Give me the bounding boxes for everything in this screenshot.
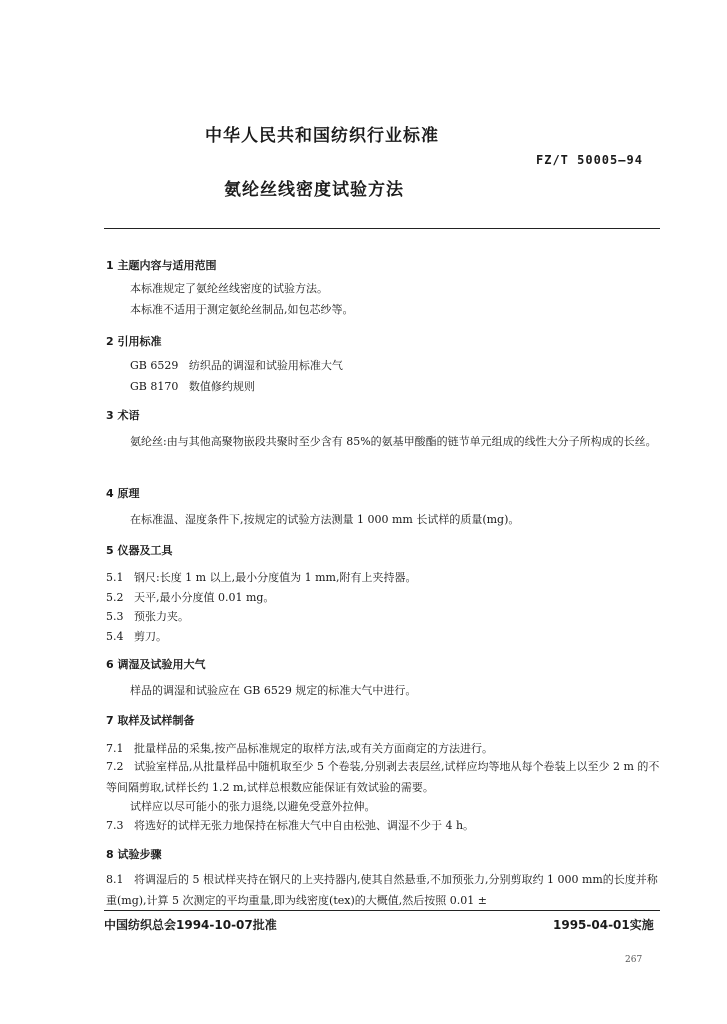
item-8-1: 8.1 将调湿后的 5 根试样夹持在钢尺的上夹持器内,使其自然悬垂,不加预张力,分别剪取约 1 000 mm的长度并称重(mg),计算 5 次测定的平均重量,即为线密度(tex)的大概值,然后按照 0.01 ± (106, 873, 658, 907)
item-7-2: 7.2 试验室样品,从批量样品中随机取至少 5 个卷装,分别剥去表层丝,试样应均等地从每个卷装上以至少 2 m 的不等间隔剪取,试样长约 1.2 m,试样总根数应能保证有效试验的需要。 (106, 760, 660, 794)
page-number: 267 (625, 955, 643, 965)
section-6-heading: 6 调湿及试验用大气 (106, 658, 206, 671)
item-7-3: 7.3 将选好的试样无张力地保持在标准大气中自由松弛、调湿不少于 4 h。 (106, 819, 475, 832)
section-6-para: 样品的调湿和试验应在 GB 6529 规定的标准大气中进行。 (130, 684, 417, 697)
section-1-para-2: 本标准不适用于测定氨纶丝制品,如包芯纱等。 (130, 303, 354, 316)
document-title: 氨纶丝线密度试验方法 (224, 180, 404, 200)
item-7-1: 7.1 批量样品的采集,按产品标准规定的取样方法,或有关方面商定的方法进行。 (106, 742, 493, 755)
item-5-4: 5.4 剪刀。 (106, 630, 167, 643)
item-7-2-note: 试样应以尽可能小的张力退绕,以避免受意外拉伸。 (130, 800, 376, 813)
section-4-para: 在标准温、湿度条件下,按规定的试验方法测量 1 000 mm 长试样的质量(mg)。 (130, 513, 520, 526)
item-5-2: 5.2 天平,最小分度值 0.01 mg。 (106, 591, 275, 604)
item-5-1: 5.1 钢尺:长度 1 m 以上,最小分度值为 1 mm,附有上夹持器。 (106, 571, 417, 584)
section-1-para-1: 本标准规定了氨纶丝线密度的试验方法。 (130, 282, 328, 295)
reference-gb8170: GB 8170 数值修约规则 (130, 380, 255, 393)
section-3-heading: 3 术语 (106, 409, 140, 422)
section-1-heading: 1 主题内容与适用范围 (106, 259, 217, 272)
footer-rule (104, 910, 660, 911)
section-3-para: 氨纶丝:由与其他高聚物嵌段共聚时至少含有 85%的氨基甲酸酯的链节单元组成的线性大分子所构成的长丝。 (130, 435, 657, 448)
section-5-heading: 5 仪器及工具 (106, 544, 173, 557)
reference-gb6529: GB 6529 纺织品的调湿和试验用标准大气 (130, 359, 343, 372)
implementation-date: 1995-04-01实施 (553, 918, 654, 932)
header-rule (104, 228, 660, 229)
section-7-heading: 7 取样及试样制备 (106, 714, 195, 727)
approval-date: 中国纺织总会1994-10-07批准 (104, 918, 277, 932)
standard-title: 中华人民共和国纺织行业标准 (205, 126, 439, 146)
standard-code: FZ/T 50005—94 (536, 153, 643, 167)
section-4-heading: 4 原理 (106, 487, 140, 500)
section-8-heading: 8 试验步骤 (106, 848, 162, 861)
item-5-3: 5.3 预张力夹。 (106, 610, 189, 623)
section-2-heading: 2 引用标准 (106, 335, 162, 348)
